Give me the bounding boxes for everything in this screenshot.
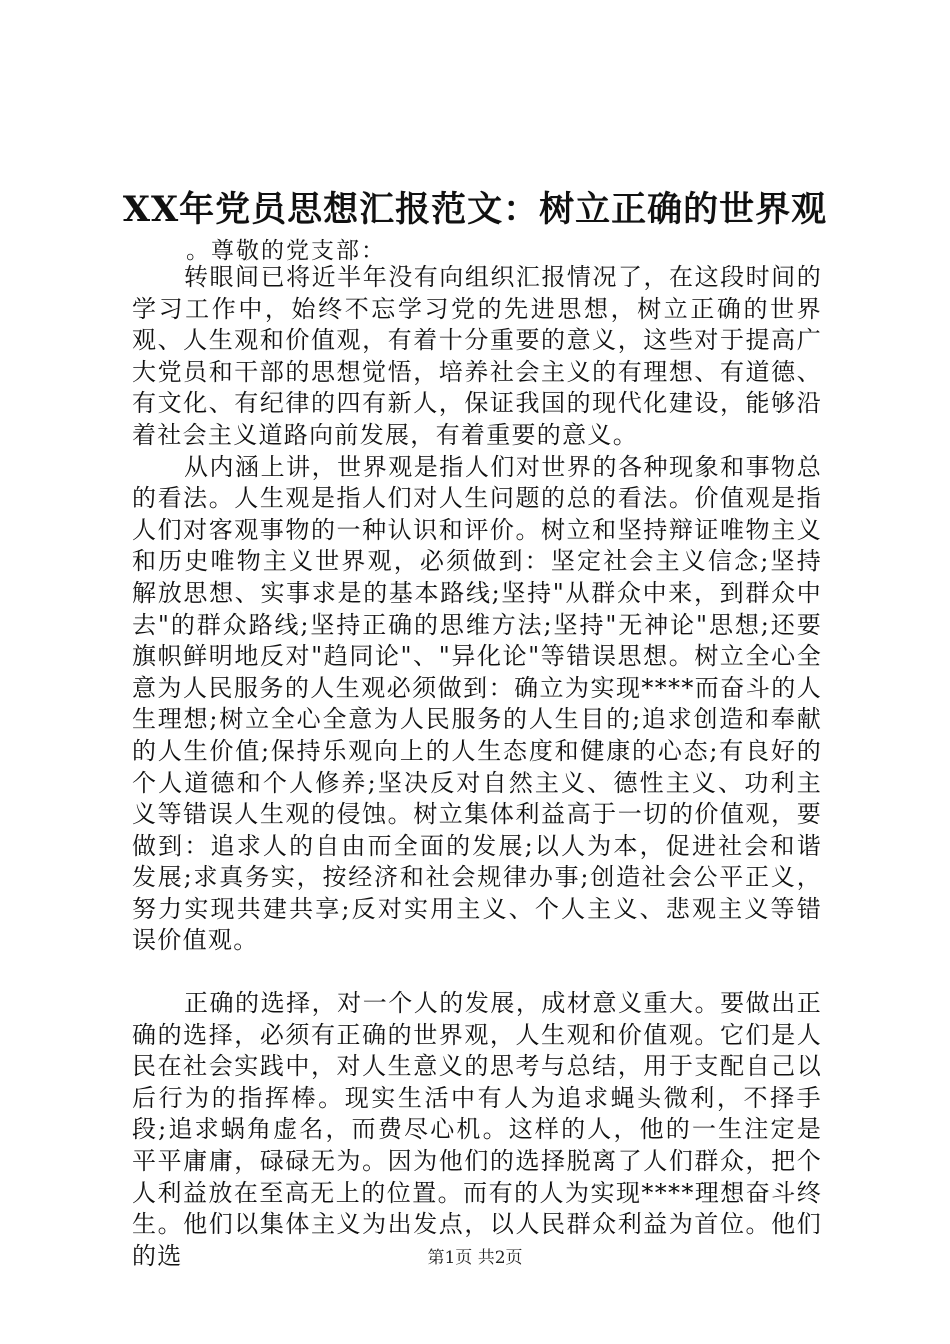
paragraph-2: 从内涵上讲，世界观是指人们对世界的各种现象和事物总的看法。人生观是指人们对人生问题的总的看法。价值观是指人们对客观事物的一种认识和评价。树立和坚持辩证唯物主义和历史唯物主义世界观，必须做到：坚定社会主义信念;坚持解放思想、实事求是的基本路线;坚持"从群众中来，到群众中去"的群众路线;坚持正确的思维方法;坚持"无神论"思想;还要旗帜鲜明地反对"趋同论"、"异化论"等错误思想。树立全心全意为人民服务的人生观必须做到：确立为实现****而奋斗的人生理想;树立全心全意为人民服务的人生目的;追求创造和奉献的人生价值;保持乐观向上的人生态度和健康的心态;有良好的个人道德和个人修养;坚决反对自然主义、德性主义、功利主义等错误人生观的侵蚀。树立集体利益高于一切的价值观，要做到：追求人的自由而全面的发展;以人为本，促进社会和谐发展;求真务实，按经济和社会规律办事;创造社会公平正义，努力实现共建共享;反对实用主义、个人主义、悲观主义等错误价值观。 bbox=[132, 452, 822, 955]
paragraph-gap bbox=[132, 957, 822, 988]
salutation: 。尊敬的党支部： bbox=[186, 238, 386, 264]
page-footer: 第1页 共2页 bbox=[427, 1248, 523, 1268]
paragraph-1: 转眼间已将近半年没有向组织汇报情况了，在这段时间的学习工作中，始终不忘学习党的先进思想，树立正确的世界观、人生观和价值观，有着十分重要的意义，这些对于提高广大党员和干部的思想觉悟，培养社会主义的有理想、有道德、有文化、有纪律的四有新人，保证我国的现代化建设，能够沿着社会主义道路向前发展，有着重要的意义。 bbox=[132, 263, 822, 449]
document-body bbox=[132, 262, 822, 1272]
document-title: XX年党员思想汇报范文：树立正确的世界观 bbox=[122, 189, 828, 230]
paragraph-3: 正确的选择，对一个人的发展，成材意义重大。要做出正确的选择，必须有正确的世界观，人生观和价值观。它们是人民在社会实践中，对人生意义的思考与总结，用于支配自己以后行为的指挥棒。现实生活中有人为追求蝇头微利，不择手段;追求蜗角虚名，而费尽心机。这样的人，他的一生注定是平平庸庸，碌碌无为。因为他们的选择脱离了人们群众，把个人利益放在至高无上的位置。而有的人为实现****理想奋斗终生。他们以集体主义为出发点，以人民群众利益为首位。他们的选 bbox=[132, 989, 822, 1270]
